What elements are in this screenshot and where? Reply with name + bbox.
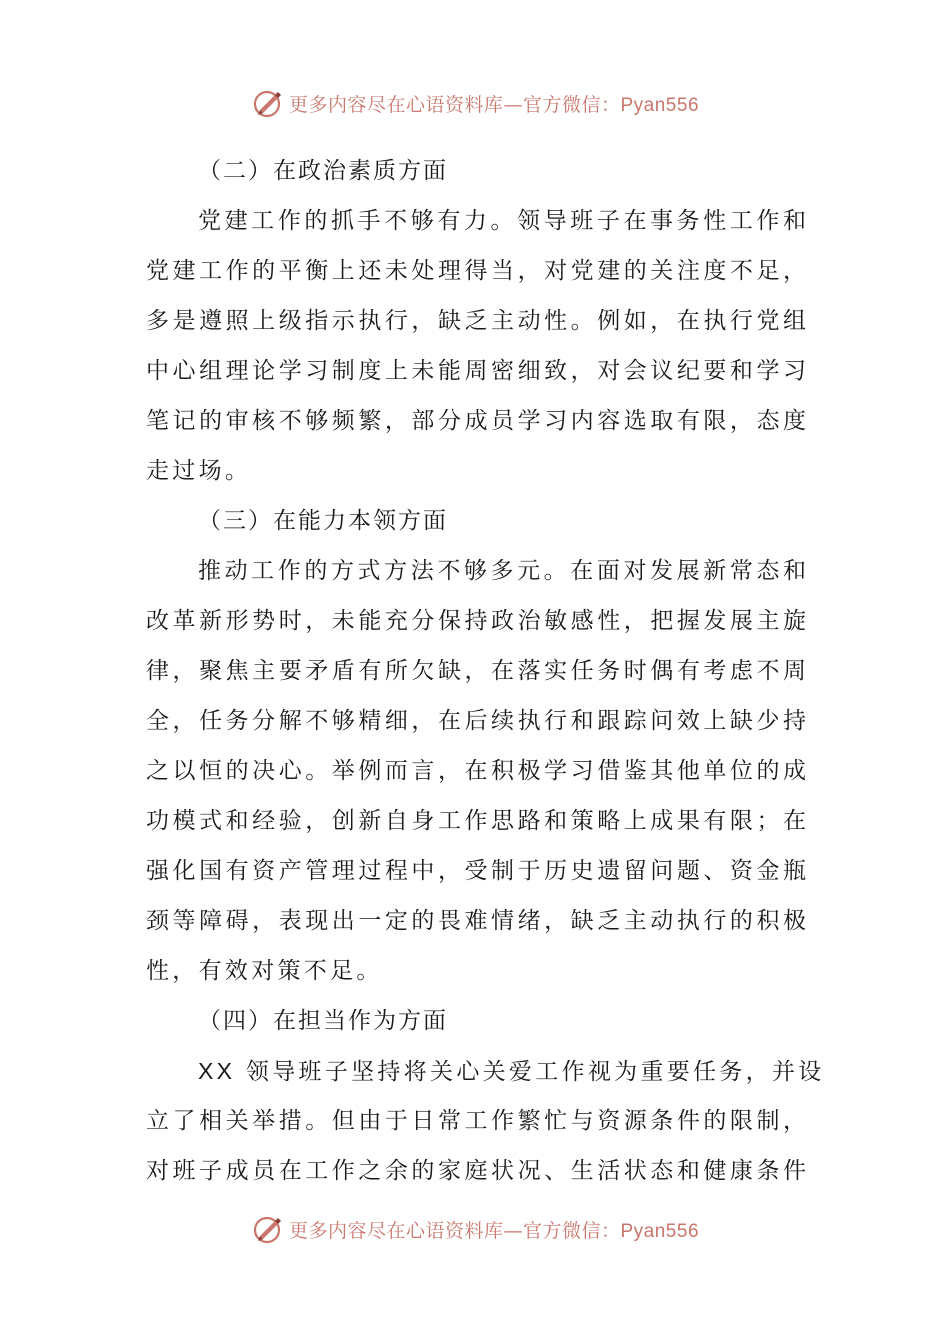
banner-text	[289, 1216, 699, 1243]
document-body	[146, 146, 825, 1196]
paragraph-line: 走过场。	[146, 458, 252, 484]
paragraph-line: 党建工作的平衡上还未处理得当，对党建的关注度不足，	[146, 258, 806, 284]
paragraph-line: 功模式和经验，创新自身工作思路和策略上成果有限；在	[146, 808, 806, 834]
paragraph-line	[146, 1046, 825, 1096]
paragraph-line: 改革新形势时，未能充分保持政治敏感性，把握发展主旋	[146, 608, 806, 634]
paragraph-line: 立了相关举措。但由于日常工作繁忙与资源条件的限制，	[146, 1108, 806, 1134]
paragraph-line-text: 领导班子坚持将关心关爱工作视为重要任务，并设	[245, 1059, 825, 1085]
paragraph-line: 对班子成员在工作之余的家庭状况、生活状态和健康条件	[146, 1158, 806, 1184]
paragraph-line: 律，聚焦主要矛盾有所欠缺，在落实任务时偶有考虑不周	[146, 658, 806, 684]
header-banner	[0, 83, 950, 123]
banner-label: 更多内容尽在心语资料库—官方微信：	[288, 1219, 621, 1242]
footer-banner	[0, 1209, 950, 1249]
paragraph-line: 推动工作的方式方法不够多元。在面对发展新常态和	[198, 558, 806, 584]
banner-label: 更多内容尽在心语资料库—官方微信：	[288, 93, 621, 116]
paragraph-line: 多是遵照上级指示执行，缺乏主动性。例如，在执行党组	[146, 308, 806, 334]
paragraph-line: 之以恒的决心。举例而言，在积极学习借鉴其他单位的成	[146, 758, 806, 784]
pen-logo-icon	[251, 1212, 285, 1246]
paragraph-line: 强化国有资产管理过程中，受制于历史遗留问题、资金瓶	[146, 858, 806, 884]
section-heading: （二）在政治素质方面	[198, 158, 448, 184]
paragraph-line: 中心组理论学习制度上未能周密细致，对会议纪要和学习	[146, 358, 806, 384]
paragraph-line: 颈等障碍，表现出一定的畏难情绪，缺乏主动执行的积极	[146, 908, 806, 934]
pen-logo-icon	[251, 86, 285, 120]
paragraph-line: 党建工作的抓手不够有力。领导班子在事务性工作和	[198, 208, 806, 234]
paragraph-line: 全，任务分解不够精细，在后续执行和跟踪问效上缺少持	[146, 708, 806, 734]
banner-wechat-id: Pyan556	[620, 94, 700, 116]
placeholder-prefix: XX	[198, 1058, 236, 1084]
banner-wechat-id: Pyan556	[620, 1220, 700, 1242]
section-heading: （三）在能力本领方面	[198, 508, 448, 534]
banner-text	[289, 90, 699, 117]
section-heading: （四）在担当作为方面	[198, 1008, 448, 1034]
paragraph-line: 性，有效对策不足。	[146, 958, 383, 984]
paragraph-line: 笔记的审核不够频繁，部分成员学习内容选取有限，态度	[146, 408, 806, 434]
